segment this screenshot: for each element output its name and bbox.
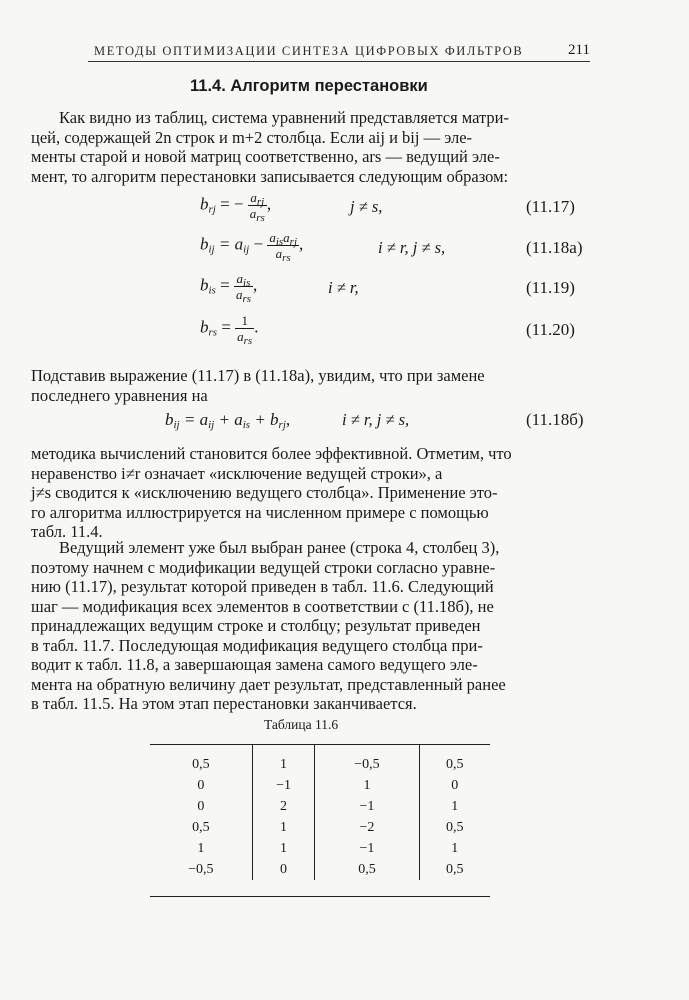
text-line: мента на обратную величину дает результат, представленный ранее <box>31 674 506 694</box>
table-cell: −0,5 <box>315 744 419 775</box>
table-cell: 1 <box>252 744 315 775</box>
table-cell: 0 <box>197 777 205 793</box>
table-cell: 0 <box>197 798 205 814</box>
text-line: мент, то алгоритм перестановки записывается следующим образом: <box>31 166 509 186</box>
table-caption: Таблица 11.6 <box>264 717 339 732</box>
fraction: $\frac{a_{is}a_{rj}}{a_{rs}}$ <box>269 230 298 264</box>
fraction: $\frac{a_{rj}}{a_{rs}}$ <box>249 190 265 224</box>
equation-number: (11.17) <box>526 197 575 216</box>
text-line: Как видно из таблиц, система уравнений представляется матри- <box>59 108 510 127</box>
header-rule <box>88 61 590 62</box>
data-table <box>150 744 490 880</box>
paragraph-intro <box>31 108 591 186</box>
text-line: в табл. 11.5. На этом этап перестановки заканчивается. <box>31 694 417 713</box>
text-line: последнего уравнения на <box>31 385 208 405</box>
table-cell: −1 <box>315 838 419 859</box>
paragraph-pivot <box>31 538 591 714</box>
running-title: МЕТОДЫ ОПТИМИЗАЦИИ СИНТЕЗА ЦИФРОВЫХ ФИЛЬТРОВ <box>94 44 524 58</box>
table-cell: 1 <box>197 840 205 856</box>
section-title: 11.4. Алгоритм перестановки <box>190 77 428 95</box>
table-cell: −0,5 <box>188 861 214 877</box>
table-cell: 1 <box>252 817 315 838</box>
text-line: в табл. 11.7. Последующая модификация ведущего столбца при- <box>31 635 483 655</box>
table-cell: 0,5 <box>419 859 490 880</box>
running-header <box>88 40 590 62</box>
text-line: нию (11.17), результат которой приведен в табл. 11.6. Следующий <box>31 577 494 596</box>
equation-condition: i ≠ r, j ≠ s, <box>378 238 446 257</box>
paragraph-efficiency <box>31 444 591 542</box>
text-line: поэтому начнем с модификации ведущей строки согласно уравне- <box>31 557 496 577</box>
table-row <box>150 744 490 775</box>
table-cell: 1 <box>315 775 419 796</box>
equation-number: (11.18б) <box>526 410 584 429</box>
equation-number: (11.19) <box>526 278 575 297</box>
table-cell: 1 <box>252 838 315 859</box>
equation-number: (11.18a) <box>526 238 583 257</box>
table-row <box>150 775 490 796</box>
equation-number: (11.20) <box>526 320 575 339</box>
equation-11-20: $b_{rs}$ = $\frac{1}{a_{rs}}$ . <box>200 313 259 347</box>
text-line: водит к табл. 11.8, а завершающая замена самого ведущего эле- <box>31 655 478 674</box>
text-line: неравенство i≠r означает «исключение ведущей строки», а <box>31 463 443 483</box>
page-number: 211 <box>568 42 590 58</box>
table-row <box>150 817 490 838</box>
text-line: шаг — модификация всех элементов в соответствии с (11.18б), не <box>31 596 494 616</box>
table-cell: 0,5 <box>419 744 490 775</box>
table-cell: 0 <box>419 775 490 796</box>
table-cell: 0,5 <box>192 756 210 772</box>
text-line: го алгоритма иллюстрируется на численном примере с помощью <box>31 502 489 522</box>
table-cell: 0,5 <box>419 817 490 838</box>
table-cell: 1 <box>419 838 490 859</box>
table-cell: 2 <box>252 796 315 817</box>
equation-11-18b: $b_{ij} = a_{ij} + a_{is} + b_{rj}$, <box>165 410 291 431</box>
text-line: цей, содержащей 2n строк и m+2 столбца. Если aij и bij — эле- <box>31 127 473 147</box>
table-row <box>150 859 490 880</box>
text-line: методика вычислений становится более эффективной. Отметим, что <box>31 444 512 463</box>
equation-11-17: $b_{rj}$ = − $\frac{a_{rj}}{a_{rs}}$ , <box>200 190 272 224</box>
table-bottom-rule <box>150 896 490 897</box>
paragraph-substitution <box>31 366 591 405</box>
table-cell: −2 <box>315 817 419 838</box>
text-line: табл. 11.4. <box>31 522 103 541</box>
text-line: Подставив выражение (11.17) в (11.18а), увидим, что при замене <box>31 366 485 385</box>
table-cell: 1 <box>419 796 490 817</box>
table-cell: 0 <box>252 859 315 880</box>
text-line: Ведущий элемент уже был выбран ранее (строка 4, столбец 3), <box>59 538 500 557</box>
fraction: $\frac{a_{is}}{a_{rs}}$ <box>235 271 251 305</box>
equation-11-19: $b_{is}$ = $\frac{a_{is}}{a_{rs}}$ , <box>200 271 258 305</box>
fraction: $\frac{1}{a_{rs}}$ <box>237 313 253 347</box>
equation-11-18a: $b_{ij} = a_{ij}$ − $\frac{a_{is}a_{rj}}{a_{rs}}$ , <box>200 230 304 264</box>
equation-condition: i ≠ r, j ≠ s, <box>342 410 410 429</box>
equation-condition: j ≠ s, <box>350 197 383 216</box>
table-row <box>150 838 490 859</box>
table-cell: −1 <box>315 796 419 817</box>
text-line: принадлежащих ведущим строке и столбцу; результат приведен <box>31 616 481 635</box>
equation-condition: i ≠ r, <box>328 278 359 297</box>
text-line: j≠s сводится к «исключению ведущего столбца». Применение это- <box>31 483 498 502</box>
table-row <box>150 796 490 817</box>
text-line: менты старой и новой матриц соответственно, ars — ведущий эле- <box>31 147 500 166</box>
table-cell: −1 <box>252 775 315 796</box>
table-cell: 0,5 <box>192 819 210 835</box>
table-cell: 0,5 <box>315 859 419 880</box>
